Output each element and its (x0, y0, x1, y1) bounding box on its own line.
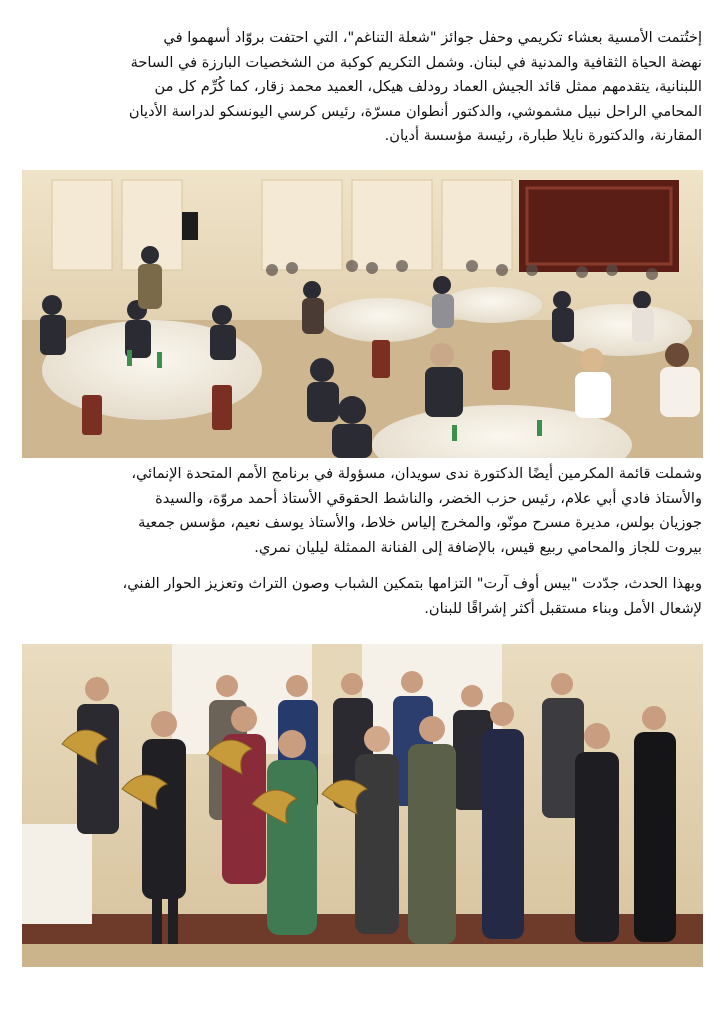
text-line: المحامي الراحل نبيل مشموشي، والدكتور أنطوان مسرّة، رئيس كرسي اليونسكو لدراسة الأديان (128, 102, 702, 120)
paragraph-ceremony (22, 26, 702, 149)
text-line: بيروت للجاز والمحامي ربيع قيس، بالإضافة إلى الفنانة الممثلة ليليان نمري. (254, 538, 702, 556)
text-line: اللبنانية، يتقدمهم ممثل قائد الجيش العماد رودلف هيكل، العميد محمد زقار، كما كُرِّم كل من (154, 78, 702, 96)
text-line: إختُتمت الأمسية بعشاء تكريمي وحفل جوائز "شعلة التناغم"، التي احتفت بروّاد أسهموا في (163, 29, 702, 46)
text-line: نهضة الحياة الثقافية والمدنية في لبنان. وشمل التكريم كوكبة من الشخصيات البارزة في الساحة (130, 53, 702, 71)
text-line: المقارنة، والدكتورة نايلا طبارة، رئيسة مؤسسة أديان. (384, 127, 702, 145)
awards-group-photo (22, 644, 703, 967)
text-line: لإشعال الأمل وبناء مستقبل أكثر إشراقًا للبنان. (424, 599, 702, 617)
text-line: وبهذا الحدث، جدّدت "بيس أوف آرت" التزامها بتمكين الشباب وصون التراث وتعزيز الحوار الفني، (122, 575, 702, 592)
text-line: وشملت قائمة المكرمين أيضًا الدكتورة ندى سويدان، مسؤولة في برنامج الأمم المتحدة الإنمائي، (131, 465, 702, 482)
text-line: والأستاذ فادي أبي علام، رئيس حزب الخضر، والناشط الحقوقي الأستاذ أحمد مروّة، والسيدة (155, 489, 702, 507)
paragraph-honorees (22, 462, 702, 560)
text-line: جوزيان بولس، مديرة مسرح مونّو، والمخرج إلياس خلاط، والأستاذ يوسف نعيم، مؤسس جمعية (138, 514, 702, 532)
dinner-photo (22, 170, 703, 458)
paragraph-closing (22, 572, 702, 621)
